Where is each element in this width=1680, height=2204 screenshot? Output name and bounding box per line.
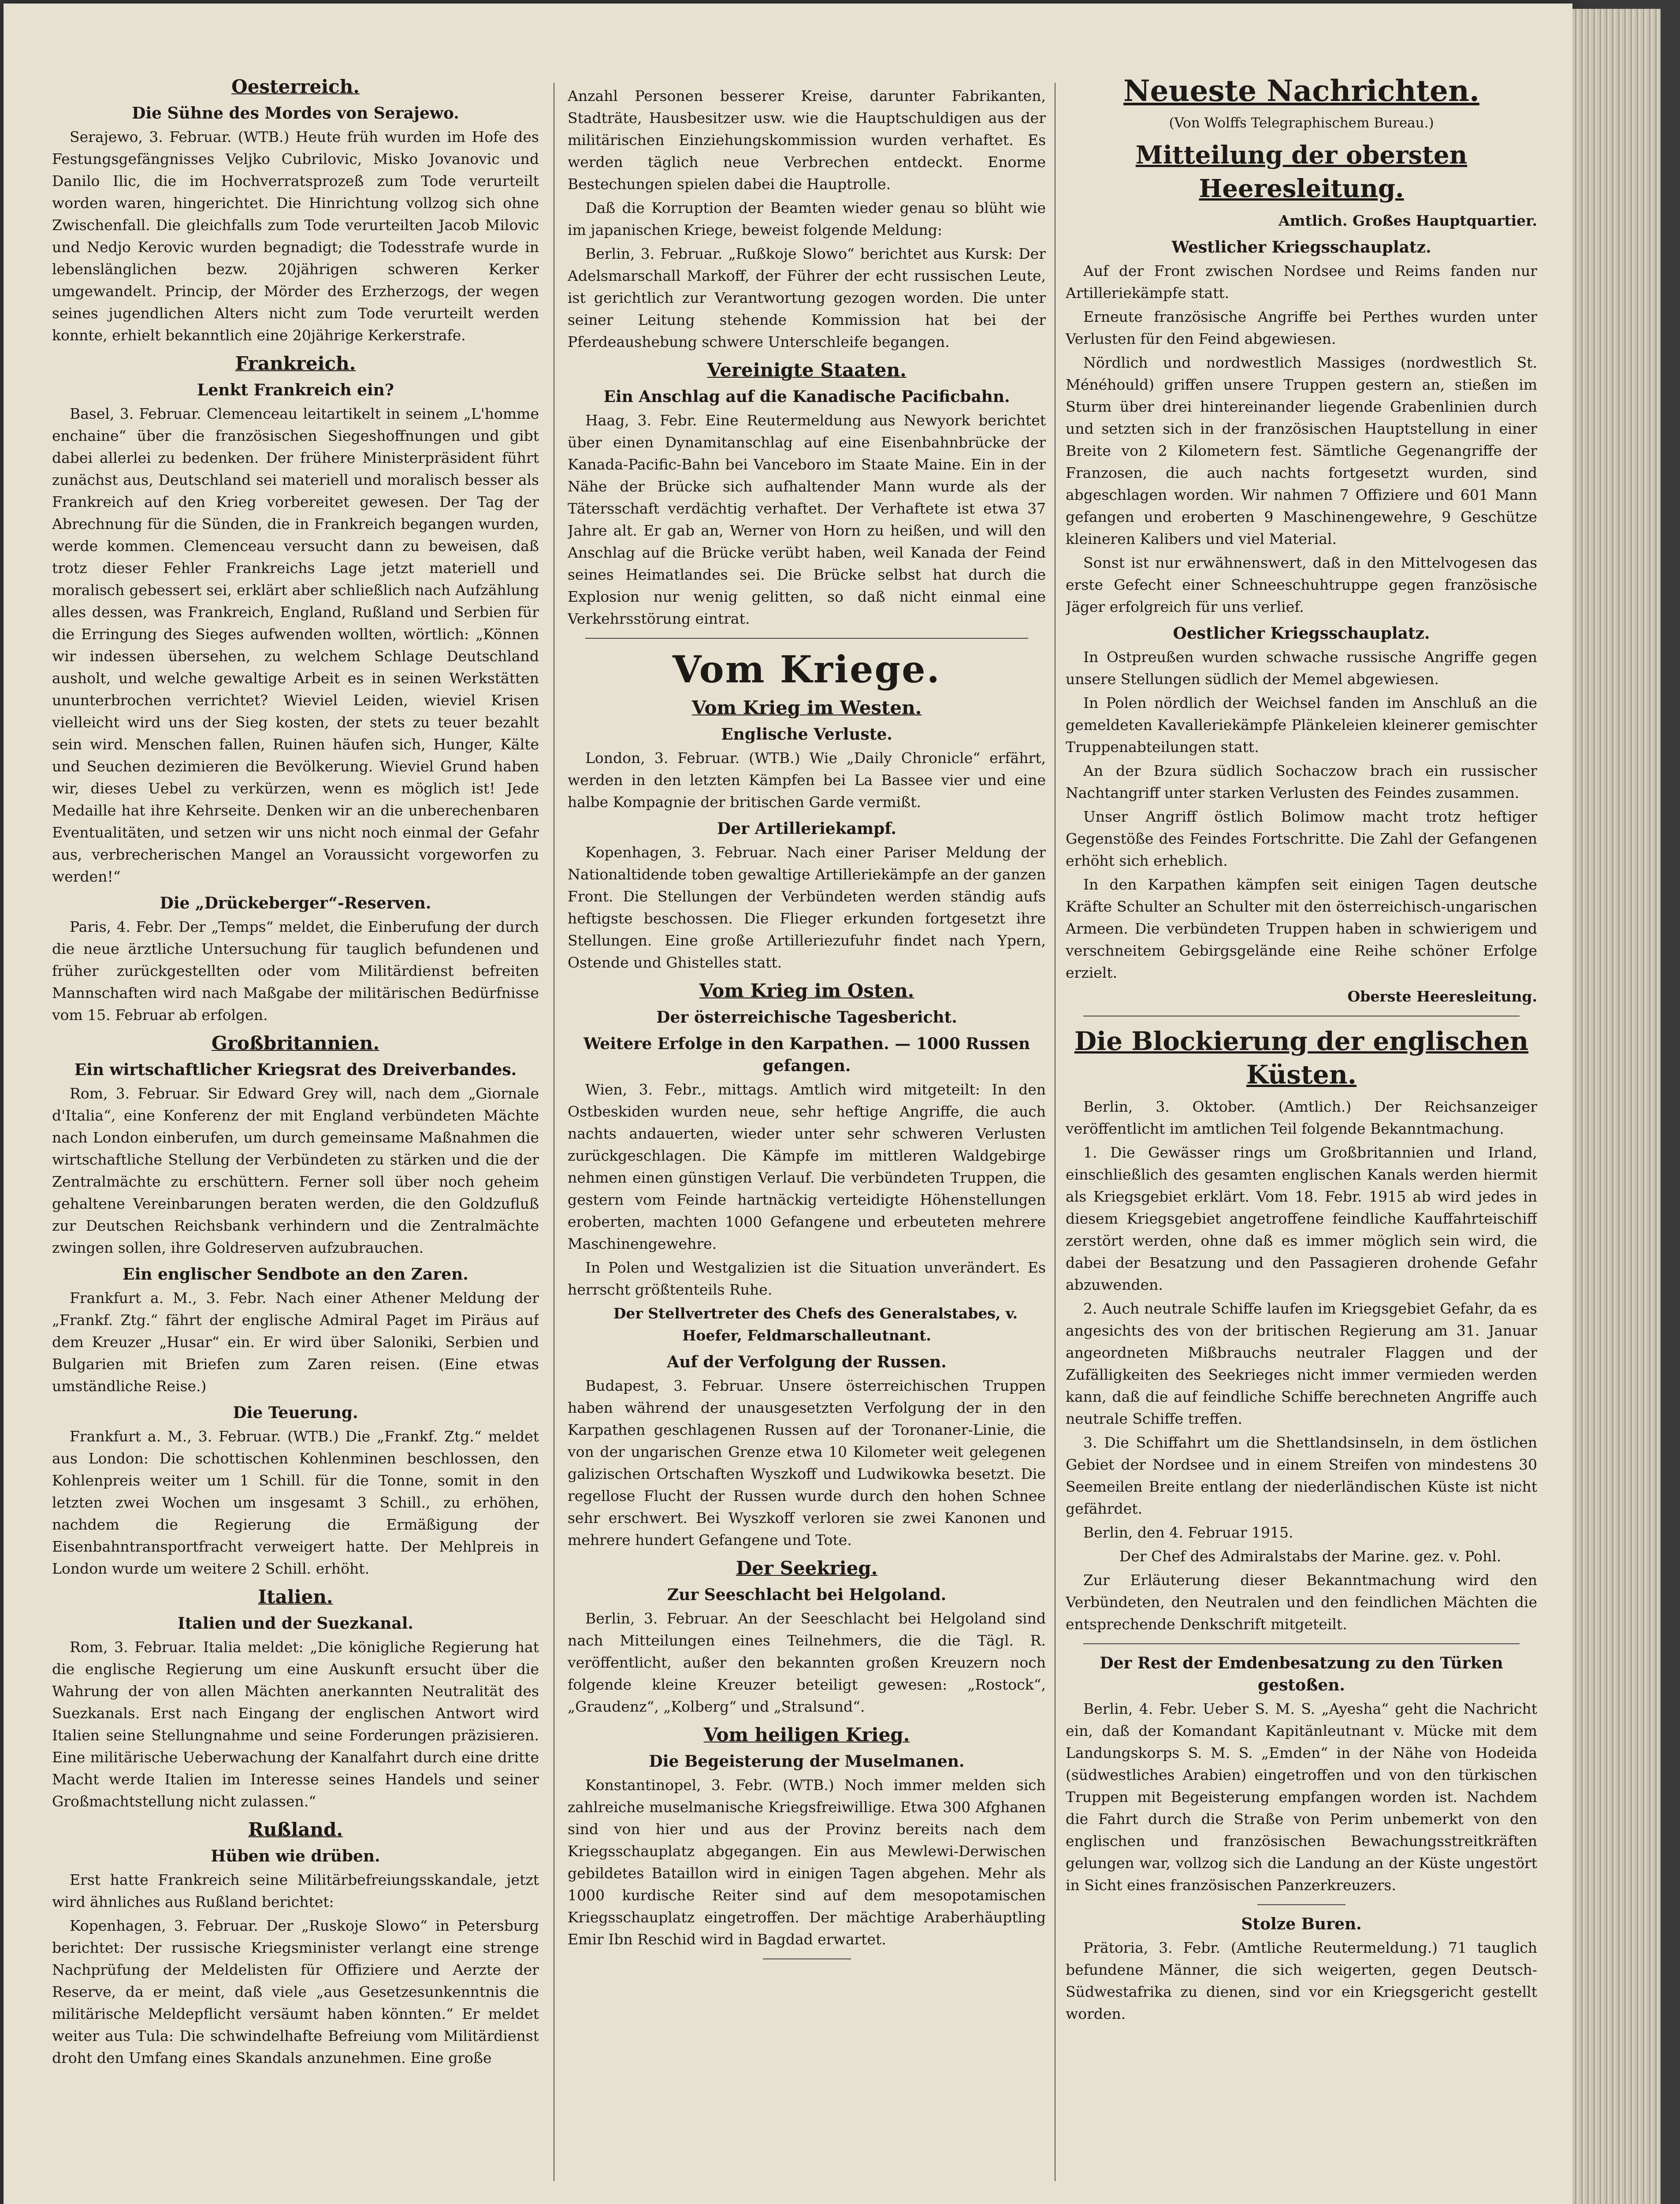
article-text: Berlin, den 4. Februar 1915. <box>1083 1524 1293 1541</box>
article-text: Paris, 4. Febr. Der „Temps“ meldet, die Einberufung der durch die neue ärztliche Untersuchung für tauglich befundenen und früher zurückgestellten oder vom Militärdienst befreiten Mannschaften wird nach Maßgabe der militärischen Bedürfnisse vom 15. Februar ab erfolgen. <box>52 918 539 1024</box>
article-subheading: Englische Verluste. <box>721 725 892 744</box>
column-rule <box>1055 83 1056 2181</box>
article-text: Wien, 3. Febr., mittags. Amtlich wird mitgeteilt: In den Ostbeskiden wurden neue, sehr heftige Angriffe, die auch nachts andauerten, wieder unter sehr schweren Verlusten zurückgeschlagen. Die Kämpfe im mittleren Waldgebirge nehmen einen günstigen Verlauf. Die verbündeten Truppen, die gestern vom Feinde hartnäckig verteidigte Höhenstellungen eroberten, machten 1000 Gefangene und erbeuteten mehrere Maschinengewehre. <box>568 1081 1046 1252</box>
article-text: Erneute französische Angriffe bei Perthes wurden unter Verlusten für den Feind abgewiesen. <box>1066 308 1537 347</box>
article-text: Konstantinopel, 3. Febr. (WTB.) Noch immer melden sich zahlreiche muselmanische Kriegsfreiwillige. Etwa 300 Afghanen sind von hier und aus der Provinz bereits nach dem Kriegsschauplatz abgegangen. Ein aus Mewlewi-Derwischen gebildetes Bataillon wird in einigen Tagen abgehen. Mehr als 1000 kurdische Reiter sind auf dem mesopotamischen Kriegsschauplatz eingetroffen. Der mächtige Araberhäuptling Emir Ibn Reschid wird in Bagdad erwartet. <box>568 1776 1046 1948</box>
article-text: An der Bzura südlich Sochaczow brach ein russischer Nachtangriff unter starken Verlusten des Feindes zusammen. <box>1066 762 1537 801</box>
article-text: In Polen nördlich der Weichsel fanden im Anschluß an die gemeldeten Kavalleriekämpfe Plänkeleien kleinerer gemischter Truppenabteilungen statt. <box>1066 694 1537 756</box>
article-text: Berlin, 3. Oktober. (Amtlich.) Der Reichsanzeiger veröffentlicht im amtlichen Teil folgende Bekanntmachung. <box>1066 1098 1537 1137</box>
article-subheading: Weitere Erfolge in den Karpathen. — 1000 Russen gefangen. <box>583 1035 1030 1075</box>
article-text: Nördlich und nordwestlich Massiges (nordwestlich St. Ménéhould) griffen unsere Truppen gestern an, stießen im Sturm über drei hintereinander liegende Grabenlinien durch und setzten sich in der französischen Hauptstellung in einer Breite von 2 Kilometern fest. Sämtliche Gegenangriffe der Franzosen, die auch nachts fortgesetzt wurden, sind abgeschlagen worden. Wir nahmen 7 Offiziere und 601 Mann gefangen und eroberten 9 Maschinengewehre, 9 Geschütze kleineren Kalibers und viel Material. <box>1066 354 1537 547</box>
article-subheading: Westlicher Kriegsschauplatz. <box>1171 238 1431 257</box>
blockade-title: Die Blockierung der englischen Küsten. <box>1074 1026 1529 1090</box>
war-title: Vom Kriege. <box>673 648 941 691</box>
section-heading: Vereinigte Staaten. <box>707 359 907 381</box>
article-text: Erst hatte Frankreich seine Militärbefreiungsskandale, jetzt wird ähnliches aus Rußland berichtet: <box>52 1871 539 1910</box>
section-heading: Oesterreich. <box>231 76 360 97</box>
section-heading: Vom Krieg im Westen. <box>691 697 922 719</box>
article-subheading: Lenkt Frankreich ein? <box>197 381 394 399</box>
article-text: Sonst ist nur erwähnenswert, daß in den Mittelvogesen das erste Gefecht einer Schneeschuhtruppe gegen französische Jäger erfolgreich für uns verlief. <box>1066 554 1537 615</box>
article-text: Berlin, 4. Febr. Ueber S. M. S. „Ayesha“ geht die Nachricht ein, daß der Komandant Kapitänleutnant v. Mücke mit dem Landungskorps S. M. S. „Emden“ in der Nähe von Hodeida (südwestliches Arabien) eingetroffen und von den türkischen Truppen mit Begeisterung empfangen worden ist. Nachdem die Fahrt durch die Straße von Perim unbemerkt von den englischen und französischen Bewachungsstreitkräften gelungen war, vollzog sich die Landung an der Küste ungestört in Sicht eines französischen Panzerkreuzers. <box>1066 1700 1537 1894</box>
news-subtitle: (Von Wolffs Telegraphischem Bureau.) <box>1169 115 1434 131</box>
article-text: Budapest, 3. Februar. Unsere österreichischen Truppen haben während der unausgesetzten Verfolgung der in den Karpathen geschlagenen Russen auf der Toronaner-Linie, die von der ungarischen Grenze etwa 10 Kilometer weit gelegenen galizischen Ortschaften Wyszkoff und Ludwikowka besetzt. Die regellose Flucht der Russen wurde durch den hohen Schnee sehr erschwert. Bei Wyszkoff verloren sie zwei Kanonen und mehrere hundert Gefangene und Tote. <box>568 1377 1046 1549</box>
dateline: Amtlich. Großes Hauptquartier. <box>1279 212 1537 229</box>
divider <box>1257 1904 1345 1905</box>
article-text: In Ostpreußen wurden schwache russische Angriffe gegen unsere Stellungen südlich der Memel abgewiesen. <box>1066 648 1537 688</box>
article-subheading: Italien und der Suezkanal. <box>178 1614 413 1633</box>
article-subheading: Die Teuerung. <box>233 1404 358 1422</box>
news-title: Neueste Nachrichten. <box>1123 74 1479 108</box>
article-subheading: Ein englischer Sendbote an den Zaren. <box>123 1265 468 1284</box>
article-text: Kopenhagen, 3. Februar. Nach einer Pariser Meldung der Nationaltidende toben gewaltige Artilleriekämpfe an der ganzen Front. Die Stellungen der Verbündeten werden ständig aufs heftigste beschossen. Die Flieger erkunden fortgesetzt ihre Stellungen. Eine große Artilleriezufuhr findet nach Ypern, Ostende und Ghistelles statt. <box>568 844 1046 971</box>
article-subheading: Der Artilleriekampf. <box>717 819 896 838</box>
article-text: Kopenhagen, 3. Februar. Der „Ruskoje Slowo“ in Petersburg berichtet: Der russische Kriegsminister verlangt eine strenge Nachprüfung der Meldelisten für Offiziere und Aerzte der Reserve, da er meint, daß viele „aus Gesetzesunkenntnis die militärische Meldepflicht versäumt haben könnten.“ Er meldet weiter aus Tula: Die schwindelhafte Befreiung vom Militärdienst droht den Umfang eines Skandals anzunehmen. Eine große <box>52 1917 539 2066</box>
signature: Der Stellvertreter des Chefs des Generalstabes, v. Hoefer, Feldmarschalleutnant. <box>613 1305 1018 1344</box>
article-text: Unser Angriff östlich Bolimow macht trotz heftiger Gegenstöße des Feindes Fortschritte. Die Zahl der Gefangenen erhöht sich erheblich. <box>1066 808 1537 869</box>
report-title: Mitteilung der obersten Heeresleitung. <box>1135 141 1468 203</box>
section-heading: Frankreich. <box>235 353 356 374</box>
divider <box>763 1958 851 1959</box>
article-text: Daß die Korruption der Beamten wieder genau so blüht wie im japanischen Kriege, beweist folgende Meldung: <box>568 199 1046 238</box>
newspaper-page <box>4 4 1572 2204</box>
article-text: 3. Die Schiffahrt um die Shettlandsinseln, in dem östlichen Gebiet der Nordsee und in einem Streifen von mindestens 30 Seemeilen Breite entlang der niederländischen Küste ist nicht gefährdet. <box>1066 1434 1537 1517</box>
section-heading: Rußland. <box>248 1819 343 1840</box>
article-text: In Polen und Westgalizien ist die Situation unverändert. Es herrscht größtenteils Ruhe. <box>568 1259 1046 1298</box>
article-subheading: Ein wirtschaftlicher Kriegsrat des Dreiverbandes. <box>74 1061 517 1079</box>
article-subheading: Der Rest der Emdenbesatzung zu den Türken gestoßen. <box>1100 1654 1503 1694</box>
article-subheading: Zur Seeschlacht bei Helgoland. <box>667 1586 947 1604</box>
article-text: Prätoria, 3. Febr. (Amtliche Reutermeldung.) 71 tauglich befundene Männer, die sich weigerten, gegen Deutsch-Südwestafrika zu dienen, sind vor ein Kriegsgericht gestellt worden. <box>1066 1939 1537 2022</box>
section-heading: Vom Krieg im Osten. <box>699 980 914 1001</box>
article-text: Frankfurt a. M., 3. Februar. (WTB.) Die „Frankf. Ztg.“ meldet aus London: Die schottischen Kohlenminen beschlossen, den Kohlenpreis weiter um 1 Schill. für die Tonne, somit in den letzten zwei Wochen um insgesamt 3 Schill., zu erhöhen, nachdem die Regierung die Ermäßigung der Eisenbahntransportfracht verweigert hatte. Der Mehlpreis in London wurde um weitere 2 Schill. erhöht. <box>52 1428 539 1577</box>
article-subheading: Ein Anschlag auf die Kanadische Pacificbahn. <box>603 387 1010 406</box>
article-subheading: Auf der Verfolgung der Russen. <box>667 1353 947 1371</box>
article-text: Der Chef des Admiralstabs der Marine. gez. v. Pohl. <box>1119 1548 1502 1565</box>
article-subheading: Die Sühne des Mordes von Serajewo. <box>132 104 459 123</box>
article-subheading: Oestlicher Kriegsschauplatz. <box>1173 624 1430 643</box>
article-text: Auf der Front zwischen Nordsee und Reims fanden nur Artilleriekämpfe statt. <box>1066 262 1537 302</box>
article-text: 2. Auch neutrale Schiffe laufen im Kriegsgebiet Gefahr, da es angesichts des von der britischen Regierung am 31. Januar angeordneten Mißbrauchs neutraler Flaggen und der Zufälligkeiten des Seekrieges nicht immer vermieden werden kann, daß die auf feindliche Schiffe berechneten Angriffe auch neutrale Schiffe treffen. <box>1066 1300 1537 1427</box>
section-heading: Der Seekrieg. <box>736 1557 878 1579</box>
divider <box>585 638 1028 639</box>
article-subheading: Die „Drückeberger“-Reserven. <box>160 894 431 912</box>
article-text: Haag, 3. Febr. Eine Reutermeldung aus Newyork berichtet über einen Dynamitanschlag auf eine Eisenbahnbrücke der Kanada-Pacific-Bahn bei Vanceboro im Staate Maine. Ein in der Nähe der Brücke sich aufhaltender Mann wurde als der Tätersschaft verdächtig verhaftet. Der Verhaftete ist etwa 37 Jahre alt. Er gab an, Werner von Horn zu heißen, und will den Anschlag auf die Brücke verübt haben, weil Kanada der Feind seines Heimatlandes sei. Die Brücke selbst hat durch die Explosion nur wenig gelitten, so daß nicht einmal eine Verkehrsstörung eintrat. <box>568 412 1046 627</box>
article-text: London, 3. Februar. (WTB.) Wie „Daily Chronicle“ erfährt, werden in den letzten Kämpfen bei La Bassee vier und eine halbe Kompagnie der britischen Garde vermißt. <box>568 749 1046 811</box>
article-text: Rom, 3. Februar. Sir Edward Grey will, nach dem „Giornale d'Italia“, eine Konferenz der mit England verbündeten Mächte nach London einberufen, um durch gemeinsame Maßnahmen die wirtschaftliche Stellung der Verbündeten zu stärken und die der Zentralmächte zu erschüttern. Ferner soll über noch geheim gehaltene Vereinbarungen beraten werden, die den Goldzufluß zur Deutschen Reichsbank verhindern und die Zentralmächte zwingen sollen, ihre Goldreserven aufzubrauchen. <box>52 1085 539 1256</box>
article-text: 1. Die Gewässer rings um Großbritannien und Irland, einschließlich des gesamten englischen Kanals werden hiermit als Kriegsgebiet erklärt. Vom 18. Febr. 1915 ab wird jedes in diesem Kriegsgebiet angetroffene feindliche Kauffahrteischiff zerstört werden, ohne daß es immer möglich sein wird, die dabei der Besatzung und den Passagieren drohende Gefahr abzuwenden. <box>1066 1144 1537 1293</box>
column-2 <box>568 85 1046 2192</box>
article-subheading: Stolze Buren. <box>1241 1915 1362 1933</box>
article-text: In den Karpathen kämpfen seit einigen Tagen deutsche Kräfte Schulter an Schulter mit den österreichisch-ungarischen Armeen. Die verbündeten Truppen haben in schwierigem und verschneitem Gebirgsgelände eine Reihe schöner Erfolge erzielt. <box>1066 876 1537 981</box>
column-1 <box>52 70 539 2177</box>
section-heading: Großbritannien. <box>212 1032 379 1054</box>
article-text: Anzahl Personen besserer Kreise, darunter Fabrikanten, Stadträte, Hausbesitzer usw. wie die Hauptschuldigen aus der militärischen Einziehungskommission wurden verhaftet. Es werden täglich neue Verbrechen entdeckt. Enorme Bestechungen spielen dabei die Hauptrolle. <box>568 87 1046 193</box>
section-heading: Vom heiligen Krieg. <box>703 1724 910 1746</box>
signature: Oberste Heeresleitung. <box>1347 988 1537 1005</box>
book-page-edge <box>1572 9 1661 2204</box>
article-subheading: Die Begeisterung der Muselmanen. <box>649 1752 965 1771</box>
article-text: Frankfurt a. M., 3. Febr. Nach einer Athener Meldung der „Frankf. Ztg.“ fährt der englische Admiral Paget im Piräus auf dem Kreuzer „Husar“ ein. Er wird über Saloniki, Serbien und Bulgarien mit Briefen zum Zaren reisen. (Eine etwas umständliche Reise.) <box>52 1289 539 1395</box>
article-text: Berlin, 3. Februar. „Rußkoje Slowo“ berichtet aus Kursk: Der Adelsmarschall Markoff, der Führer der echt russischen Leute, ist gerichtlich zur Verantwortung gezogen worden. Die unter seiner Leitung stehende Kommission hat bei der Pferdeaushebung schwere Unterschleife begangen. <box>568 245 1046 350</box>
article-subheading: Der österreichische Tagesbericht. <box>656 1008 957 1027</box>
column-3 <box>1066 70 1537 2185</box>
article-text: Rom, 3. Februar. Italia meldet: „Die königliche Regierung hat die englische Regierung um eine Auskunft ersucht über die Wahrung der von allen Mächten anerkannten Neutralität des Suezkanals. Erst nach Eingang der englischen Antwort wird Italien seine Stellungnahme und seine Forderungen präzisieren. Eine militärische Ueberwachung der Kanalfahrt durch eine dritte Macht werde Italien im Interesse seines Handels und seiner Großmachtstellung nicht zulassen.“ <box>52 1638 539 1810</box>
divider <box>1083 1643 1520 1644</box>
article-subheading: Hüben wie drüben. <box>211 1847 380 1865</box>
article-text: Zur Erläuterung dieser Bekanntmachung wird den Verbündeten, den Neutralen und den feindlichen Mächten die entsprechende Denkschrift mitgeteilt. <box>1066 1571 1537 1633</box>
section-heading: Italien. <box>258 1586 333 1608</box>
article-text: Basel, 3. Februar. Clemenceau leitartikelt in seinem „L'homme enchaine“ über die französischen Siegeshoffnungen und gibt dabei allerlei zu bedenken. Der frühere Ministerpräsident führt zunächst aus, Deutschland sei materiell und moralisch besser als Frankreich auf den Krieg vorbereitet gewesen. Der Tag der Abrechnung für die Sünden, die in Frankreich begangen wurden, werde kommen. Clemenceau versucht dann zu beweisen, daß trotz dieser Fehler Frankreichs Lage jetzt materiell und moralisch gebessert sei, erklärt aber schließlich nach Aufzählung alles dessen, was Frankreich, England, Rußland und Serbien für die Erringung des Sieges aufwenden wollten, wörtlich: „Können wir indessen übersehen, zu welchem Schlage Deutschland ausholt, und welche gewaltige Arbeit es in seinen Werkstätten ununterbrochen verrichtet? Wieviel Leiden, wieviel Krisen vielleicht wird uns der Sieg kosten, der stets zu teuer bezahlt sein wird. Menschen fallen, Ruinen häufen sich, Hunger, Kälte und Seuchen dezimieren die Bevölkerung. Wieviel Grund haben wir, dieses Uebel zu verkürzen, wenn es möglich ist! Jede Medaille hat ihre Kehrseite. Denken wir an die unberechenbaren Eventualitäten, und setzen wir uns nicht noch einmal der Gefahr aus, verbrecherischen Mangel an Voraussicht vorgeworfen zu werden!“ <box>52 405 539 885</box>
article-text: Serajewo, 3. Februar. (WTB.) Heute früh wurden im Hofe des Festungsgefängnisses Veljko Cubrilovic, Misko Jovanovic und Danilo Ilic, die im Hochverratsprozeß zum Tode verurteilt worden waren, hingerichtet. Die Hinrichtung vollzog sich ohne Zwischenfall. Die gleichfalls zum Tode verurteilten Jacob Milovic und Nedjo Kerovic wurden begnadigt; die Todesstrafe wurde in lebenslänglichen bezw. 20jährigen schweren Kerker umgewandelt. Princip, der Mörder des Erzherzogs, der wegen seines jugendlichen Alters nicht zum Tode verurteilt werden konnte, erhielt bekanntlich eine 20jährige Kerkerstrafe. <box>52 128 539 344</box>
article-text: Berlin, 3. Februar. An der Seeschlacht bei Helgoland sind nach Mitteilungen eines Teilnehmers, die die Tägl. R. veröffentlicht, außer den bekannten großen Kreuzern noch folgende kleine Kreuzer beteiligt gewesen: „Rostock“, „Graudenz“, „Kolberg“ und „Stralsund“. <box>568 1610 1046 1715</box>
